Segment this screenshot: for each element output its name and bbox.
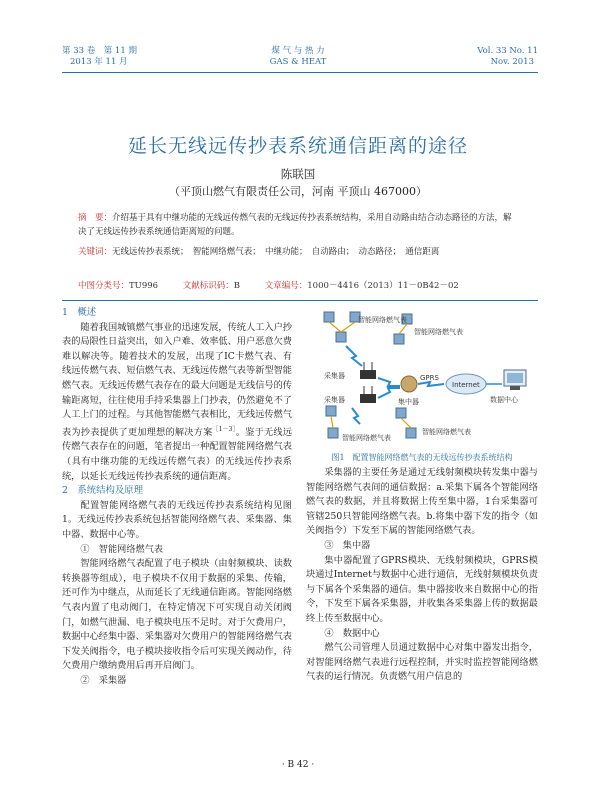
item-3-heading: ③ 集中器	[324, 539, 371, 551]
article-title: 延长无线远传抄表系统通信距离的途径	[127, 135, 468, 157]
label-internet: Internet	[452, 381, 480, 389]
item-1-heading: ① 智能网络燃气表	[80, 543, 164, 555]
label-meter-bottom-2: 智能网络燃气表	[422, 428, 471, 436]
label-collector-1: 采集器	[324, 372, 345, 380]
concentrator-icon	[401, 376, 417, 392]
collector-paragraph: 采集器的主要任务是通过无线射频模块转发集中器与智能网络燃气表间的通信数据：a.采集下属各个智能网络燃气表的数据，并且将数据上传至集中器，1台采集器可管辖250只智能网络燃气表。b.将集中器下发的指令（如关阀指令）下发至下属的智能网络燃气表。	[306, 467, 538, 537]
item-3-paragraph: 集中器配置了GPRS模块、无线射频模块，GPRS模块通过Internet与数据中心进行通信，无线射频模块负责与下属各个采集器的通信。集中器接收来自数据中心的指令，下发至下属各采集器，并收集各采集器上传的数据最终上传至数据中心。	[306, 554, 538, 624]
publish-date-en: Nov. 2013	[490, 57, 534, 67]
item-4-heading: ④ 数据中心	[324, 627, 380, 639]
article-number-label: 文章编号：	[264, 281, 308, 291]
label-gprs: GPRS	[420, 374, 439, 382]
article-number-value: 1000－4416（2013）11－0B42－02	[307, 281, 459, 291]
keywords-label: 关键词：	[78, 247, 113, 257]
section-2-paragraph: 配置智能网络燃气表的无线远传抄表系统结构见图1。无线远传抄表系统包括智能网络燃气表、采集器、集中器、数据中心等。	[62, 499, 292, 540]
abstract-label: 摘 要：	[78, 213, 113, 223]
label-concentrator: 集中器	[398, 398, 419, 406]
left-column	[62, 306, 292, 689]
label-meter-bottom: 智能网络燃气表	[342, 434, 391, 442]
author-affiliation: （平顶山燃气有限责任公司，河南 平顶山 467000）	[169, 185, 427, 198]
abstract	[78, 212, 520, 239]
page-number: · B 42 ·	[281, 760, 315, 770]
link-bolt-3	[378, 388, 400, 398]
volume-issue-en: Vol. 33 No. 11	[477, 46, 538, 56]
right-column	[306, 466, 538, 685]
abstract-rule	[62, 300, 538, 301]
journal-name-cn: 煤 气 与 热 力	[271, 46, 325, 56]
journal-name-en: GAS & HEAT	[269, 57, 327, 67]
doc-code-label: 文献标识码：	[182, 281, 234, 291]
section-1-text-end: 。鉴于无线远传燃气表存在的问题，笔者提出一种配置智能网络燃气表（具有中继功能的无线远传燃气表）的无线远传抄表系统，以延长无线远传抄表系统的通信距离。	[62, 426, 293, 482]
data-center-icon	[504, 370, 526, 390]
link-bolt-4	[418, 382, 444, 386]
label-meter-top: 智能网络燃气表	[358, 316, 407, 324]
figure-caption: 图1 配置智能网络燃气表的无线远传抄表系统结构	[331, 453, 513, 462]
label-meter-top-2: 智能网络燃气表	[414, 328, 463, 336]
journal-volume-en	[477, 46, 538, 68]
journal-name	[218, 46, 378, 68]
collector-icon-1	[360, 362, 376, 379]
keywords-text: 无线远传抄表系统； 智能网络燃气表； 中继功能； 自动路由； 动态路径； 通信距离	[112, 247, 440, 257]
section-1-paragraph	[62, 321, 292, 485]
journal-volume-label	[62, 46, 137, 68]
citation-ref[interactable]: ［1－3］	[212, 425, 236, 433]
link-bolt-2	[378, 378, 400, 386]
system-structure-figure	[306, 308, 538, 450]
item-4-paragraph: 燃气公司管理人员通过数据中心对集中器发出指令，对智能网络燃气表进行远程控制，并实时监控智能网络燃气表的运行情况。负责燃气用户信息的	[306, 642, 538, 683]
label-data-center: 数据中心	[490, 396, 518, 404]
volume-issue: 第 33 卷 第 11 期	[62, 46, 137, 56]
link-bolt-5	[352, 408, 360, 424]
section-1-text: 随着我国城镇燃气事业的迅速发展，传统人工入户抄表的局限性日益突出，如入户难、效率低、用户恶意欠费难以解决等。随着技术的发展，出现了IC卡燃气表、有线远传燃气表、短信燃气表、无线远传燃气表等新型智能燃气表。无线远传燃气表存在的最大问题是无线信号的传输距离短，往往使用手持采集器上门抄表，仍然避免不了人工上门的过程。与其他智能燃气表相比，无线远传燃气表为抄表提供了更加理想的解决方案	[62, 321, 292, 438]
link-bolt-1	[346, 346, 362, 366]
item-1-paragraph: 智能网络燃气表配置了电子模块（由射频模块、读数转换器等组成），电子模块不仅用于数据的采集、传输，还可作为中继点，从而延长了无线通信距离。智能网络燃气表内置了电动阀门，在特定情况下可实现自动关闭阀门，如燃气泄漏、电子模块电压不足时。对于欠费用户，数据中心经集中器、采集器对欠费用户的智能网络燃气表下发关阀指令，电子模块接收指令后可实现关阀动作，待欠费用户缴纳费用后再开启阀门。	[62, 558, 292, 672]
article-meta	[78, 279, 538, 291]
author-name: 陈联国	[280, 167, 316, 181]
clc-value: TU996	[129, 281, 159, 291]
section-2-heading: 2 系统结构及原理	[62, 485, 143, 497]
abstract-text: 介绍基于具有中继功能的无线远传燃气表的无线远传抄表系统结构，采用自动路由结合动态路径的方法，解决了无线远传抄表系统通信距离短的问题。	[78, 213, 512, 237]
publish-date: 2013 年 11 月	[70, 57, 128, 67]
clc-label: 中图分类号：	[78, 281, 130, 291]
item-2-heading: ② 采集器	[80, 674, 127, 686]
section-1-heading: 1 概述	[62, 307, 97, 318]
collector-icon-2	[360, 386, 376, 403]
header-rule	[62, 72, 538, 73]
keywords	[78, 246, 520, 260]
label-collector-2: 采集器	[324, 396, 345, 404]
doc-code-value: B	[233, 281, 241, 291]
